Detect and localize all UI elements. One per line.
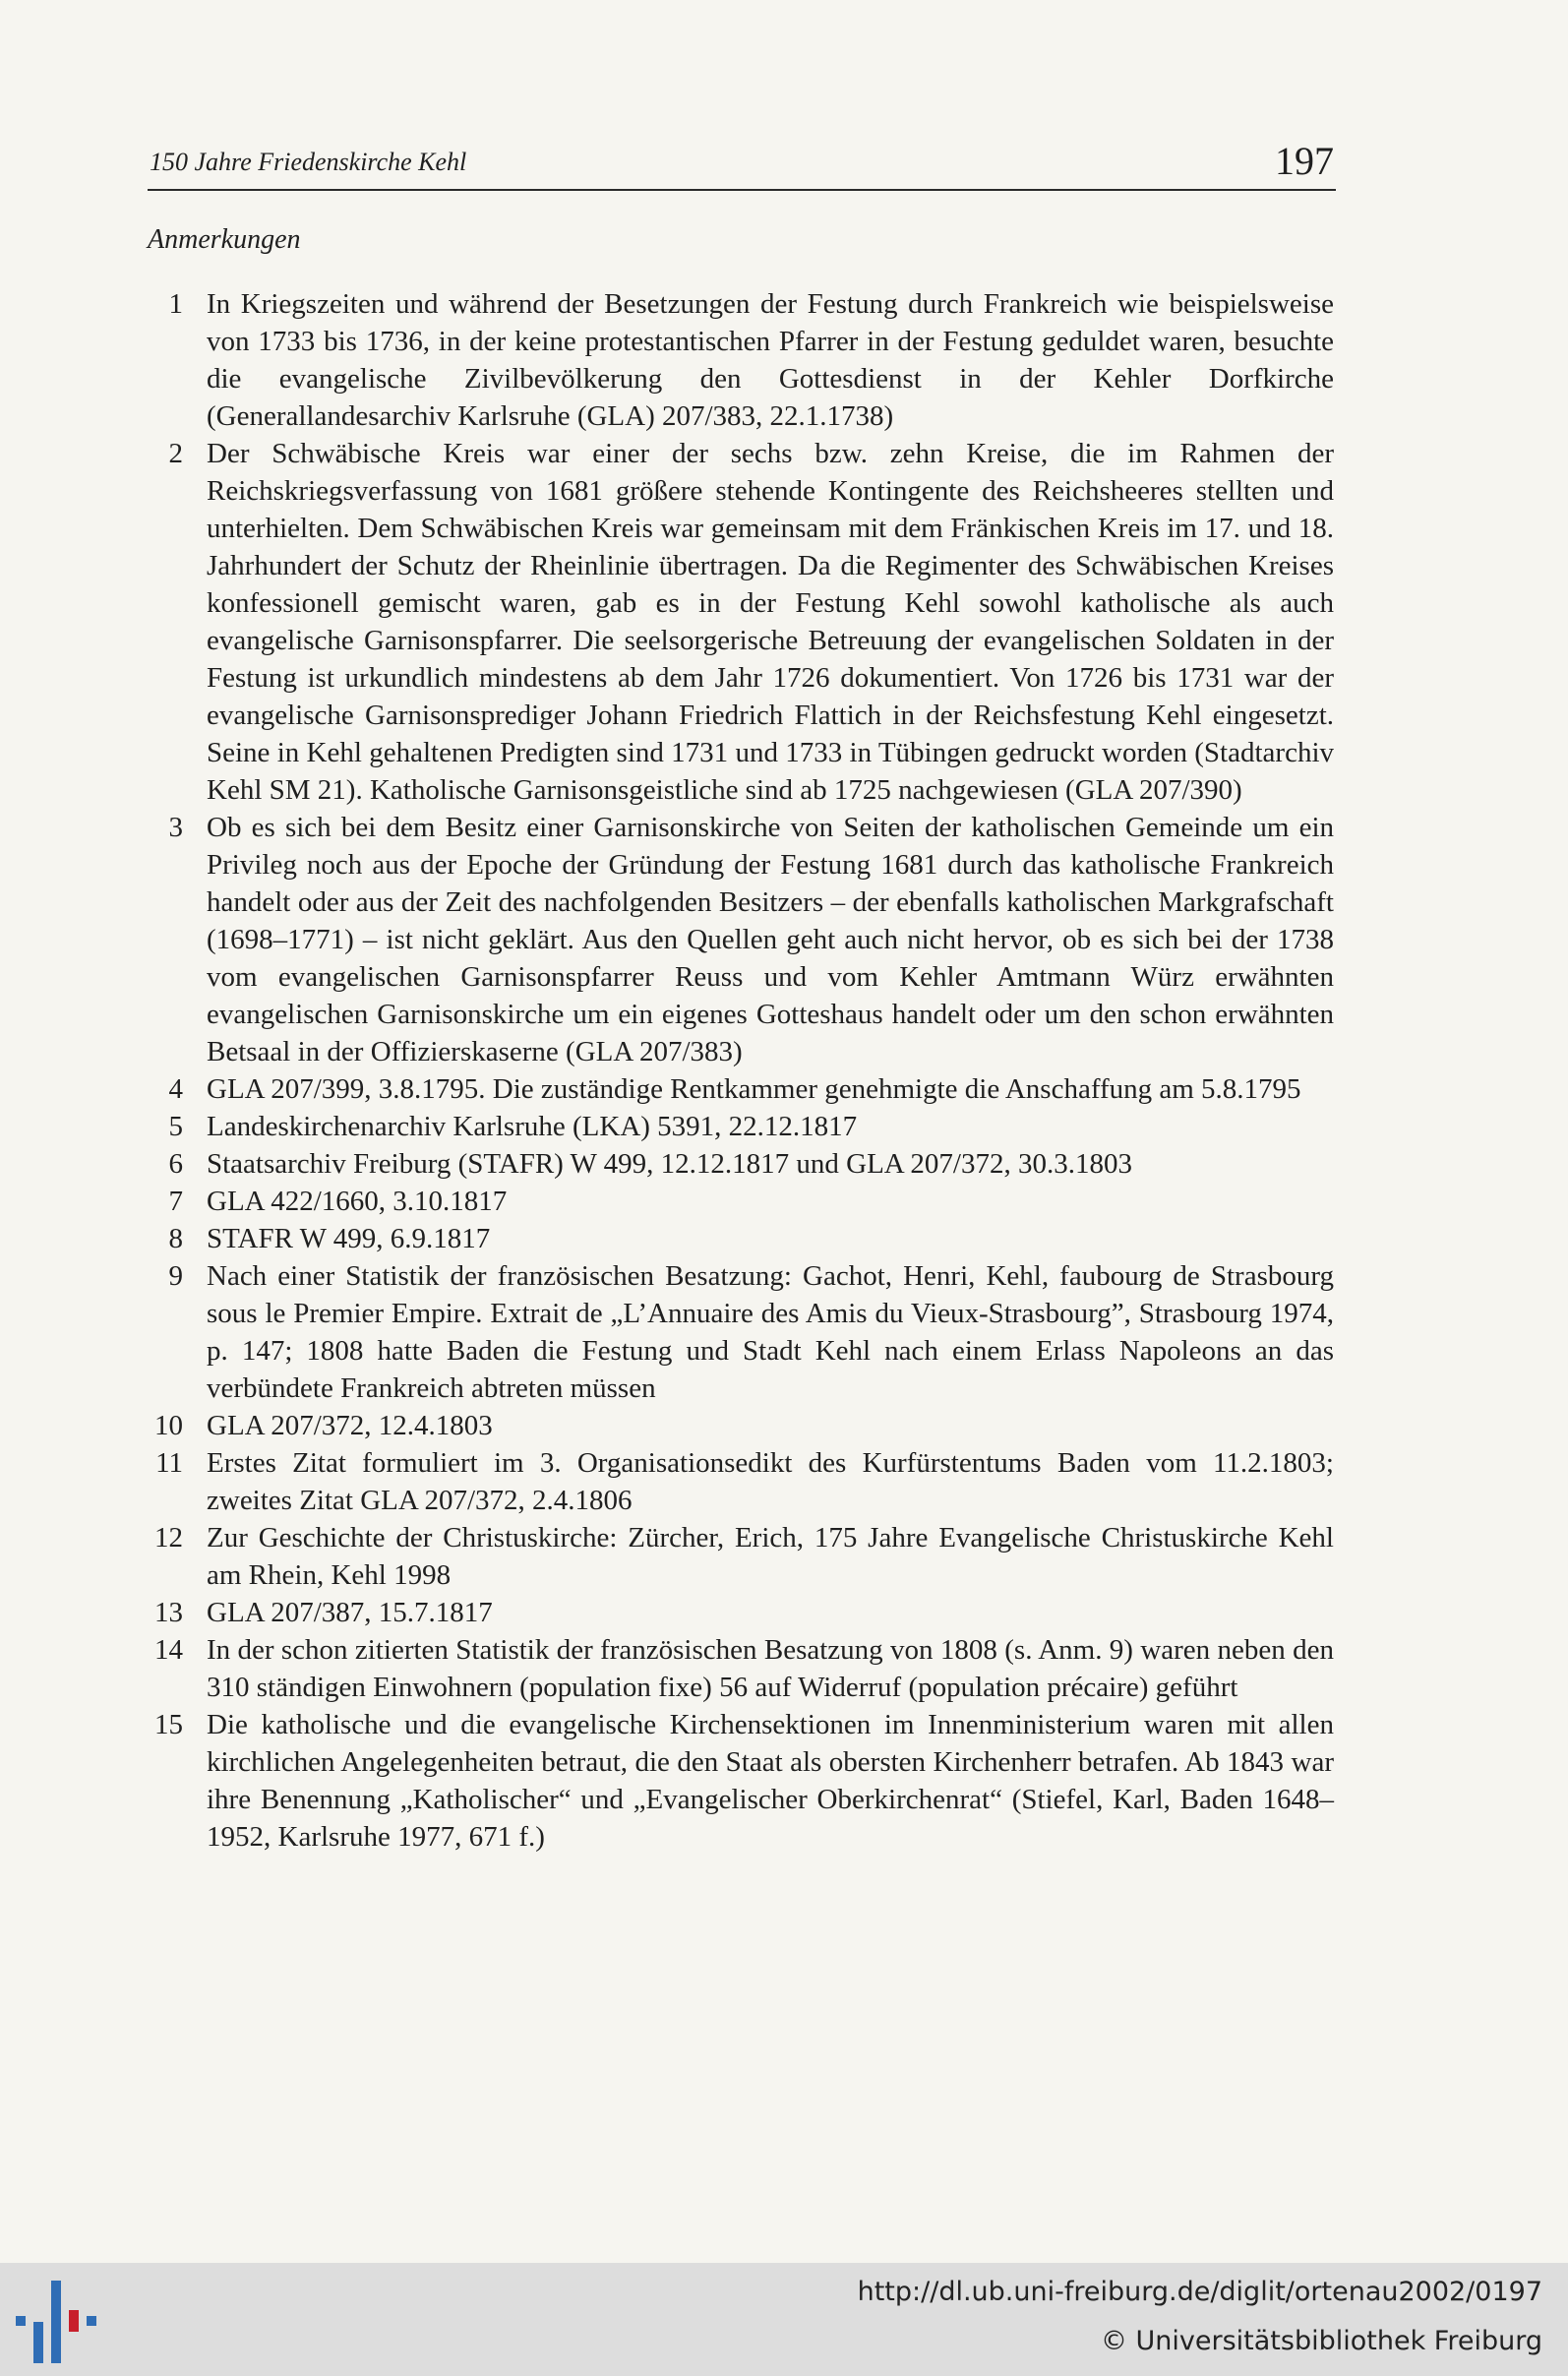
footnote-text: Landeskirchenarchiv Karlsruhe (LKA) 5391, 22.12.1817 (207, 1111, 858, 1142)
footnote (148, 1444, 1334, 1519)
copyright-notice: © Universitätsbibliothek Freiburg (1100, 2326, 1542, 2356)
footnote (148, 809, 1334, 1070)
running-title: 150 Jahre Friedenskirche Kehl (150, 148, 467, 176)
footnote (148, 1220, 1334, 1257)
footnote-text: In Kriegszeiten und während der Besetzungen der Festung durch Frankreich wie beispielsweise von 1733 bis 1736, in der keine protestantischen Pfarrer in der Festung geduldet waren, besuchte die evangelische Zivilbevölkerung den Gottesdienst in der Kehler Dorfkirche (Generallandesarchiv Karlsruhe (GLA) 207/383, 22.1.1738) (207, 288, 1334, 432)
footnote-text: GLA 422/1660, 3.10.1817 (207, 1186, 508, 1217)
footnote (148, 1070, 1334, 1108)
running-header (148, 138, 1336, 191)
footnote-number: 10 (154, 1410, 183, 1441)
footnote-number: 14 (154, 1634, 183, 1666)
footnote-number: 12 (154, 1522, 183, 1554)
footnote-text: STAFR W 499, 6.9.1817 (207, 1223, 491, 1254)
footnote-text: Zur Geschichte der Christuskirche: Zürcher, Erich, 175 Jahre Evangelische Christuskirche Kehl am Rhein, Kehl 1998 (207, 1522, 1334, 1591)
footnote-text: Der Schwäbische Kreis war einer der sechs bzw. zehn Kreise, die im Rahmen der Reichskriegsverfassung von 1681 größere stehende Kontingente des Reichsheeres stellten und unterhielten. Dem Schwäbischen Kreis war gemeinsam mit dem Fränkischen Kreis im 17. und 18. Jahrhundert der Schutz der Rheinlinie übertragen. Da die Regimenter des Schwäbischen Kreises konfessionell gemischt waren, gab es in der Festung Kehl sowohl katholische als auch evangelische Garnisonspfarrer. Die seelsorgerische Betreuung der evangelischen Soldaten in der Festung ist urkundlich mindestens ab dem Jahr 1726 dokumentiert. Von 1726 bis 1731 war der evangelische Garnisonsprediger Johann Friedrich Flattich in der Reichsfestung Kehl eingesetzt. Seine in Kehl gehaltenen Predigten sind 1731 und 1733 in Tübingen gedruckt worden (Stadtarchiv Kehl SM 21). Katholische Garnisonsgeistliche sind ab 1725 nachgewiesen (GLA 207/390) (207, 438, 1334, 806)
footnote-text: GLA 207/399, 3.8.1795. Die zuständige Rentkammer genehmigte die Anschaffung am 5.8.1795 (207, 1073, 1301, 1105)
footnotes-list (148, 285, 1334, 1856)
ub-freiburg-logo-icon (16, 2279, 104, 2365)
footnote (148, 1519, 1334, 1594)
footnote-number: 13 (154, 1597, 183, 1628)
footnote-number: 8 (168, 1223, 183, 1254)
footnote-text: Erstes Zitat formuliert im 3. Organisationsedikt des Kurfürstentums Baden vom 11.2.1803; zweites Zitat GLA 207/372, 2.4.1806 (207, 1447, 1334, 1516)
footnote (148, 1407, 1334, 1444)
footnote (148, 1706, 1334, 1856)
footnote (148, 435, 1334, 809)
library-footer (0, 2263, 1568, 2376)
footnote-number: 6 (168, 1148, 183, 1180)
footnote-number: 3 (168, 812, 183, 843)
footnote (148, 1594, 1334, 1631)
footnote-text: Ob es sich bei dem Besitz einer Garnisonskirche von Seiten der katholischen Gemeinde um ein Privileg noch aus der Epoche der Gründung der Festung 1681 durch das katholische Frankreich handelt oder aus der Zeit des nachfolgenden Besitzers – der ebenfalls katholischen Markgrafschaft (1698–1771) – ist nicht geklärt. Aus den Quellen geht auch nicht hervor, ob es sich bei der 1738 vom evangelischen Garnisonspfarrer Reuss und vom Kehler Amtmann Würz erwähnten evangelischen Garnisonskirche um ein eigenes Gotteshaus handelt oder um den schon erwähnten Betsaal in der Offizierskaserne (GLA 207/383) (207, 812, 1334, 1067)
footnote-number: 11 (155, 1447, 183, 1479)
footnote-number: 7 (168, 1186, 183, 1217)
footnote (148, 1183, 1334, 1220)
footnote-text: Nach einer Statistik der französischen Besatzung: Gachot, Henri, Kehl, faubourg de Strasbourg sous le Premier Empire. Extrait de „L’Annuaire des Amis du Vieux-Strasbourg”, Strasbourg 1974, p. 147; 1808 hatte Baden die Festung und Stadt Kehl nach einem Erlass Napoleons an das verbündete Frankreich abtreten müssen (207, 1260, 1334, 1404)
footnote-number: 2 (168, 438, 183, 469)
footnote-text: Die katholische und die evangelische Kirchensektionen im Innenministerium waren mit allen kirchlichen Angelegenheiten betraut, die den Staat als obersten Kirchenherr betrafen. Ab 1843 war ihre Benennung „Katholischer“ und „Evangelischer Oberkirchenrat“ (Stiefel, Karl, Baden 1648–1952, Karlsruhe 1977, 671 f.) (207, 1709, 1334, 1853)
footnote-text: Staatsarchiv Freiburg (STAFR) W 499, 12.12.1817 und GLA 207/372, 30.3.1803 (207, 1148, 1132, 1180)
footnote (148, 1257, 1334, 1407)
footnote (148, 1631, 1334, 1706)
permalink-url[interactable]: http://dl.ub.uni-freiburg.de/diglit/ortenau2002/0197 (857, 2277, 1542, 2307)
footnote-number: 1 (168, 288, 183, 320)
footnote-text: GLA 207/387, 15.7.1817 (207, 1597, 493, 1628)
footnote-number: 4 (168, 1073, 183, 1105)
footnote-number: 5 (168, 1111, 183, 1142)
footnote (148, 285, 1334, 435)
footnote (148, 1145, 1334, 1183)
footnote-number: 9 (168, 1260, 183, 1292)
footnote-text: GLA 207/372, 12.4.1803 (207, 1410, 493, 1441)
footnote-number: 15 (154, 1709, 183, 1740)
page-number: 197 (1275, 139, 1334, 183)
section-title: Anmerkungen (148, 224, 301, 255)
footnote-text: In der schon zitierten Statistik der französischen Besatzung von 1808 (s. Anm. 9) waren neben den 310 ständigen Einwohnern (population fixe) 56 auf Widerruf (population précaire) geführt (207, 1634, 1334, 1703)
footnote (148, 1108, 1334, 1145)
